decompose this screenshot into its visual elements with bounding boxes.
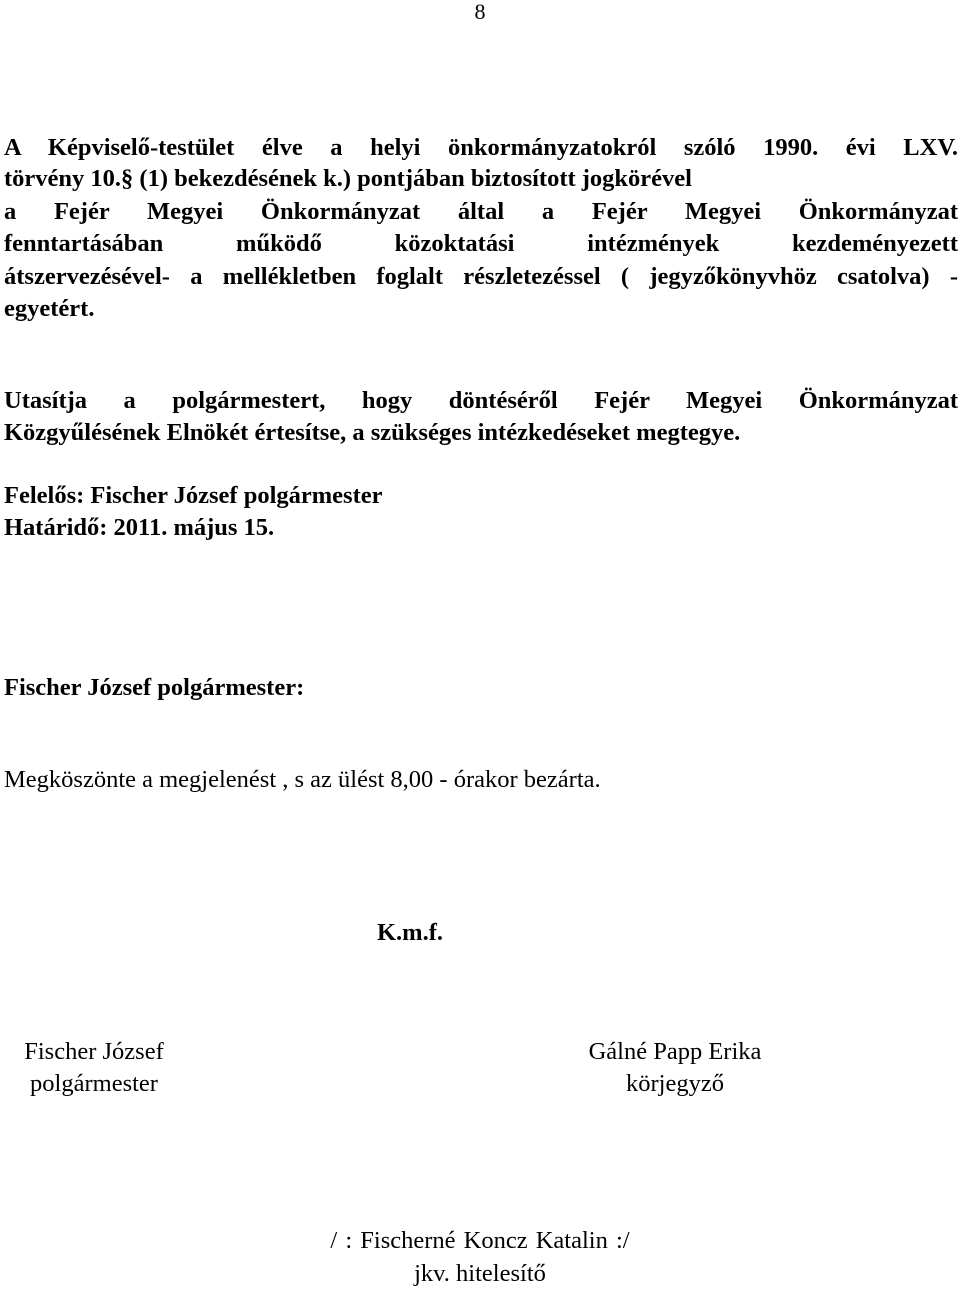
signature-left-name: Fischer József <box>24 1038 164 1065</box>
resolution-line-5: átszervezésével- a mellékletben foglalt részletezéssel ( jegyzőkönyvhöz csatolva) - <box>4 263 958 290</box>
resolution-line-6: egyetért. <box>4 295 95 322</box>
speaker-label: Fischer József polgármester: <box>4 674 305 701</box>
kmf-label: K.m.f. <box>377 919 443 946</box>
resolution-line-3: a Fejér Megyei Önkormányzat által a Fejér Megyei Önkormányzat <box>4 198 958 225</box>
closing-statement: Megköszönte a megjelenést , s az ülést 8,00 - órakor bezárta. <box>4 766 601 793</box>
signature-right-name: Gálné Papp Erika <box>588 1038 762 1065</box>
deadline: Határidő: 2011. május 15. <box>4 514 275 541</box>
instruction-line-1: Utasítja a polgármestert, hogy döntéséről Fejér Megyei Önkormányzat <box>4 387 958 414</box>
signature-left-title: polgármester <box>30 1070 158 1097</box>
responsible-person: Felelős: Fischer József polgármester <box>4 482 383 509</box>
resolution-line-4: fenntartásában működő közoktatási intézmények kezdeményezett <box>4 230 958 257</box>
authenticator-title: jkv. hitelesítő <box>414 1260 546 1287</box>
instruction-line-2: Közgyűlésének Elnökét értesítse, a szükséges intézkedéseket megtegye. <box>4 419 741 446</box>
resolution-line-1: A Képviselő-testület élve a helyi önkormányzatokról szóló 1990. évi LXV. <box>4 134 958 161</box>
resolution-line-2: törvény 10.§ (1) bekezdésének k.) pontjában biztosított jogkörével <box>4 165 692 192</box>
page-number: 8 <box>474 0 486 24</box>
authenticator-name: / : Fischerné Koncz Katalin :/ <box>330 1227 630 1254</box>
signature-right-title: körjegyző <box>626 1070 724 1097</box>
